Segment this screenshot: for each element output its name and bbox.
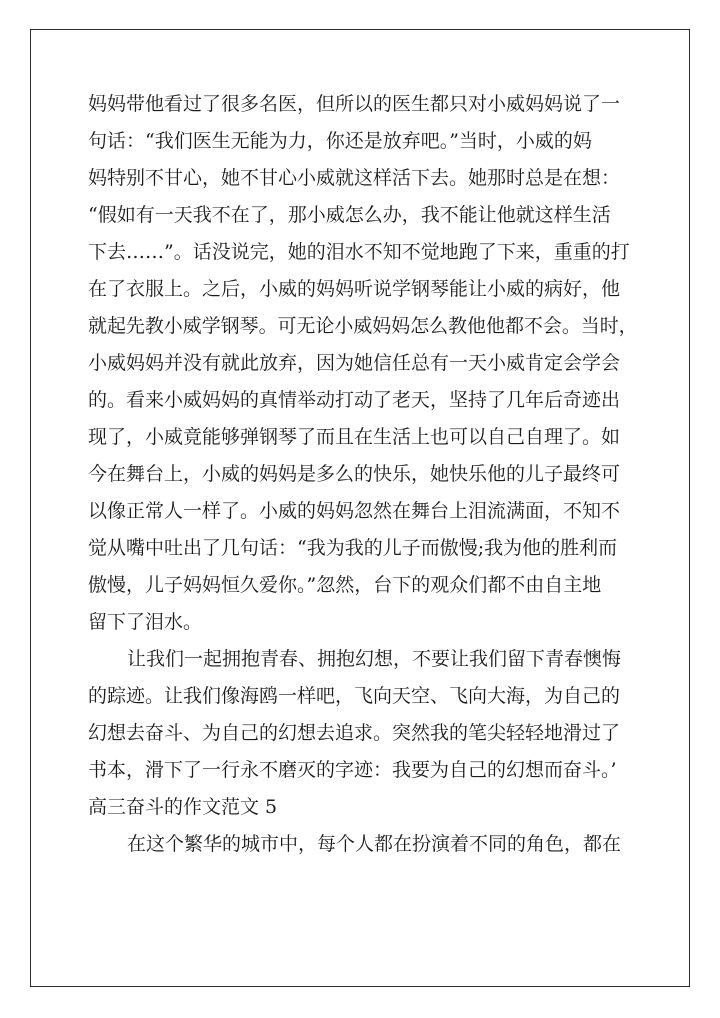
text-line: 的。看来小威妈妈的真情举动打动了老天，坚持了几年后奇迹出 [88,389,621,411]
text-line: 妈特别不甘心，她不甘心小威就这样活下去。她那时总是在想： [88,167,621,189]
text-line: 现了，小威竟能够弹钢琴了而且在生活上也可以自己自理了。如 [88,426,621,448]
text-line: 觉从嘴中吐出了几句话：“我为我的儿子而傲慢;我为他的胜利而 [88,537,618,559]
paragraph-first-line: 让我们一起拥抱青春、拥抱幻想，不要让我们留下青春懊悔 [127,648,622,670]
text-line: 就起先教小威学钢琴。可无论小威妈妈怎么教他他都不会。当时， [88,315,638,337]
text-line: 书本，滑下了一行永不磨灭的字迹：我要为自己的幻想而奋斗。’ [88,759,617,781]
paragraph-first-line: 在这个繁华的城市中，每个人都在扮演着不同的角色，都在 [127,833,622,855]
text-line: 句话：“我们医生无能为力，你还是放弃吧。”当时，小威的妈 [88,130,592,152]
text-line: 小威妈妈并没有就此放弃，因为她信任总有一天小威肯定会学会 [88,352,621,374]
text-line: 幻想去奋斗、为自己的幻想去追求。突然我的笔尖轻轻地滑过了 [88,722,621,744]
text-line: “假如有一天我不在了，那小威怎么办，我不能让他就这样生活 [88,204,611,226]
text-line: 傲慢，儿子妈妈恒久爱你。”忽然，台下的观众们都不由自主地 [88,574,602,596]
text-line: 留下了泪水。 [88,611,203,633]
document-body [88,86,638,863]
text-line: 下去……”。话没说完，她的泪水不知不觉地跑了下来，重重的打 [88,241,630,263]
text-line: 以像正常人一样了。小威的妈妈忽然在舞台上泪流满面，不知不 [88,500,621,522]
text-line: 妈妈带他看过了很多名医，但所以的医生都只对小威妈妈说了一 [88,93,621,115]
text-line: 在了衣服上。之后，小威的妈妈听说学钢琴能让小威的病好，他 [88,278,621,300]
text-line: 的踪迹。让我们像海鸥一样吧，飞向天空、飞向大海，为自己的 [88,685,621,707]
section-heading: 高三奋斗的作文范文 5 [88,796,278,818]
text-line: 今在舞台上，小威的妈妈是多么的快乐，她快乐他的儿子最终可 [88,463,621,485]
